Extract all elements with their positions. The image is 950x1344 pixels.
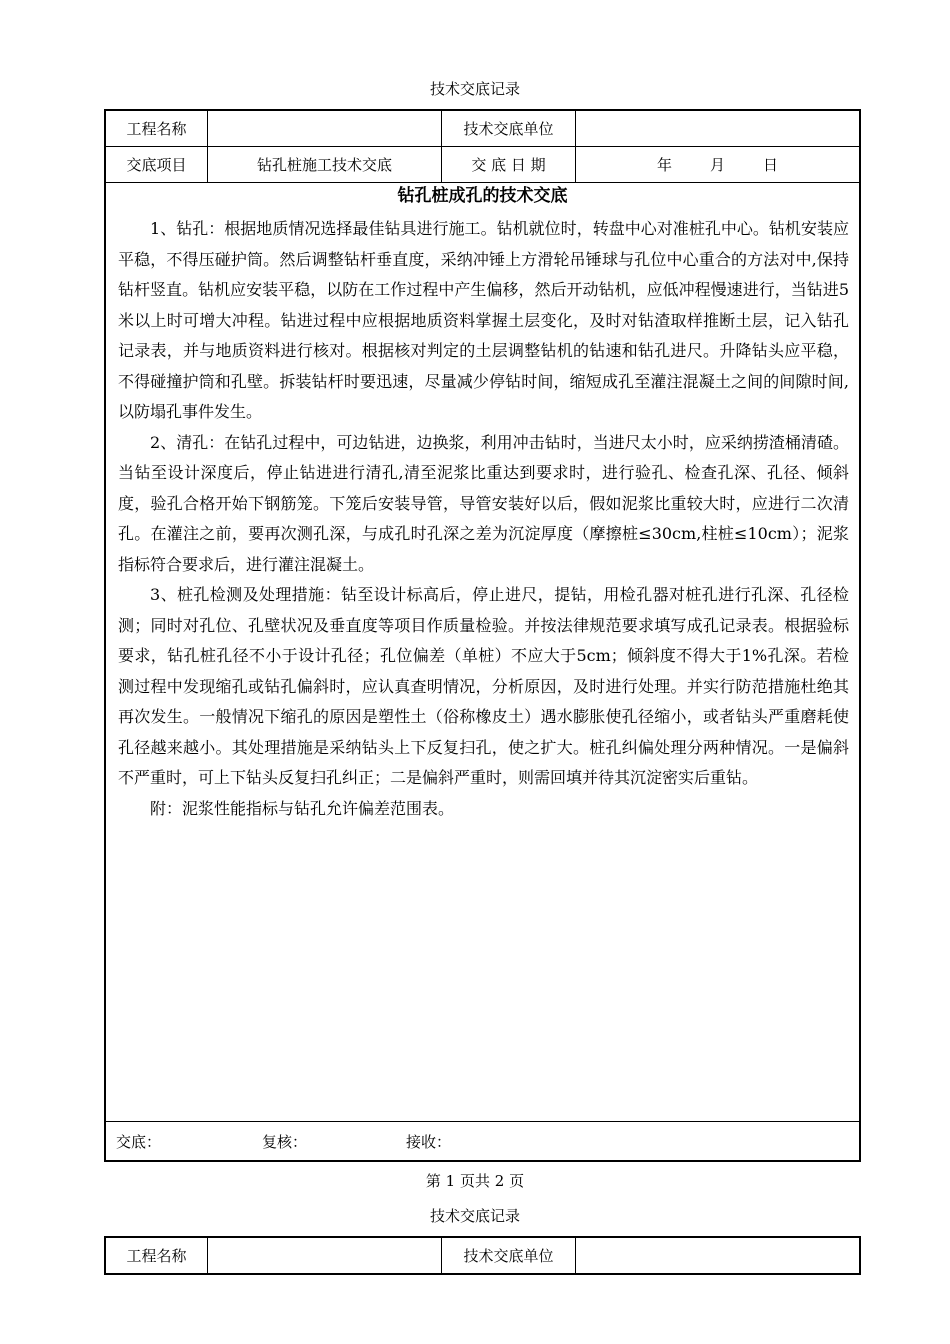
paragraph-cleaning: 2、清孔：在钻孔过程中，可边钻进，边换浆，利用冲击钻时，当进尺太小时，应采纳捞渣桶清碴。当钻至设计深度后，停止钻进进行清孔,清至泥浆比重达到要求时，进行验孔、检查孔深、孔径、倾斜度，验孔合格开始下钢筋笼。下笼后安装导管，导管安装好以后，假如泥浆比重较大时，应进行二次清孔。在灌注之前，要再次测孔深，与成孔时孔深之差为沉淀厚度（摩擦桩≤30cm,柱桩≤10cm）；泥浆指标符合要求后，进行灌注混凝土。 bbox=[118, 432, 849, 574]
record-table bbox=[104, 109, 861, 1162]
header-row-project-page2 bbox=[106, 1238, 859, 1275]
record-table-page2 bbox=[104, 1236, 861, 1275]
section-heading: 钻孔桩成孔的技术交底 bbox=[397, 186, 568, 206]
project-name-value-page2 bbox=[208, 1238, 442, 1273]
date-month: 月 bbox=[709, 156, 725, 174]
page2-title: 技术交底记录 bbox=[429, 1207, 520, 1225]
paragraph-appendix: 附：泥浆性能指标与钻孔允许偏差范围表。 bbox=[150, 798, 455, 818]
page-footer: 第 1 页共 2 页 bbox=[425, 1172, 525, 1190]
unit-label-page2: 技术交底单位 bbox=[442, 1238, 576, 1273]
header-row-project bbox=[106, 111, 859, 147]
unit-value-page2 bbox=[576, 1238, 859, 1273]
date-year: 年 bbox=[656, 156, 672, 174]
receive-label: 接收： bbox=[406, 1132, 452, 1151]
project-name-label: 工程名称 bbox=[106, 111, 208, 146]
signature-row bbox=[106, 1122, 859, 1160]
unit-value bbox=[576, 111, 859, 146]
item-value: 钻孔桩施工技术交底 bbox=[208, 147, 442, 182]
project-name-value bbox=[208, 111, 442, 146]
handover-label: 交底： bbox=[116, 1132, 162, 1151]
paragraph-drilling: 1、钻孔：根据地质情况选择最佳钻具进行施工。钻机就位时，转盘中心对准桩孔中心。钻机安装应平稳，不得压碰护筒。然后调整钻杆垂直度，采纳冲锤上方滑轮吊锤球与孔位中心重合的方法对中,保持钻杆竖直。钻机应安装平稳，以防在工作过程中产生偏移，然后开动钻机，应低冲程慢速进行，当钻进5米以上时可增大冲程。钻进过程中应根据地质资料掌握土层变化，及时对钻渣取样推断土层，记入钻孔记录表，并与地质资料进行核对。根据核对判定的土层调整钻机的钻速和钻孔进尺。升降钻头应平稳，不得碰撞护筒和孔壁。拆装钻杆时要迅速，尽量减少停钻时间，缩短成孔至灌注混凝土之间的间隙时间,以防塌孔事件发生。 bbox=[118, 219, 849, 421]
date-label: 交 底 日 期 bbox=[442, 147, 576, 182]
unit-label: 技术交底单位 bbox=[442, 111, 576, 146]
item-label: 交底项目 bbox=[106, 147, 208, 182]
date-day: 日 bbox=[763, 156, 779, 174]
project-name-label-page2: 工程名称 bbox=[106, 1238, 208, 1273]
review-label: 复核： bbox=[262, 1132, 308, 1151]
page-title: 技术交底记录 bbox=[429, 80, 520, 98]
date-value bbox=[576, 147, 859, 182]
header-row-item bbox=[106, 147, 859, 183]
paragraph-inspection: 3、桩孔检测及处理措施：钻至设计标高后，停止进尺，提钻，用检孔器对桩孔进行孔深、孔径检测；同时对孔位、孔壁状况及垂直度等项目作质量检验。并按法律规范要求填写成孔记录表。根据验标要求，钻孔桩孔径不小于设计孔径；孔位偏差（单桩）不应大于5cm；倾斜度不得大于1%孔深。若检测过程中发现缩孔或钻孔偏斜时，应认真查明情况，分析原因，及时进行处理。并实行防范措施杜绝其再次发生。一般情况下缩孔的原因是塑性土（俗称橡皮土）遇水膨胀使孔径缩小，或者钻头严重磨耗使孔径越来越小。其处理措施是采纳钻头上下反复扫孔，使之扩大。桩孔纠偏处理分两种情况。一是偏斜不严重时，可上下钻头反复扫孔纠正；二是偏斜严重时，则需回填并待其沉淀密实后重钻。 bbox=[118, 585, 849, 787]
content-area bbox=[106, 184, 859, 1122]
